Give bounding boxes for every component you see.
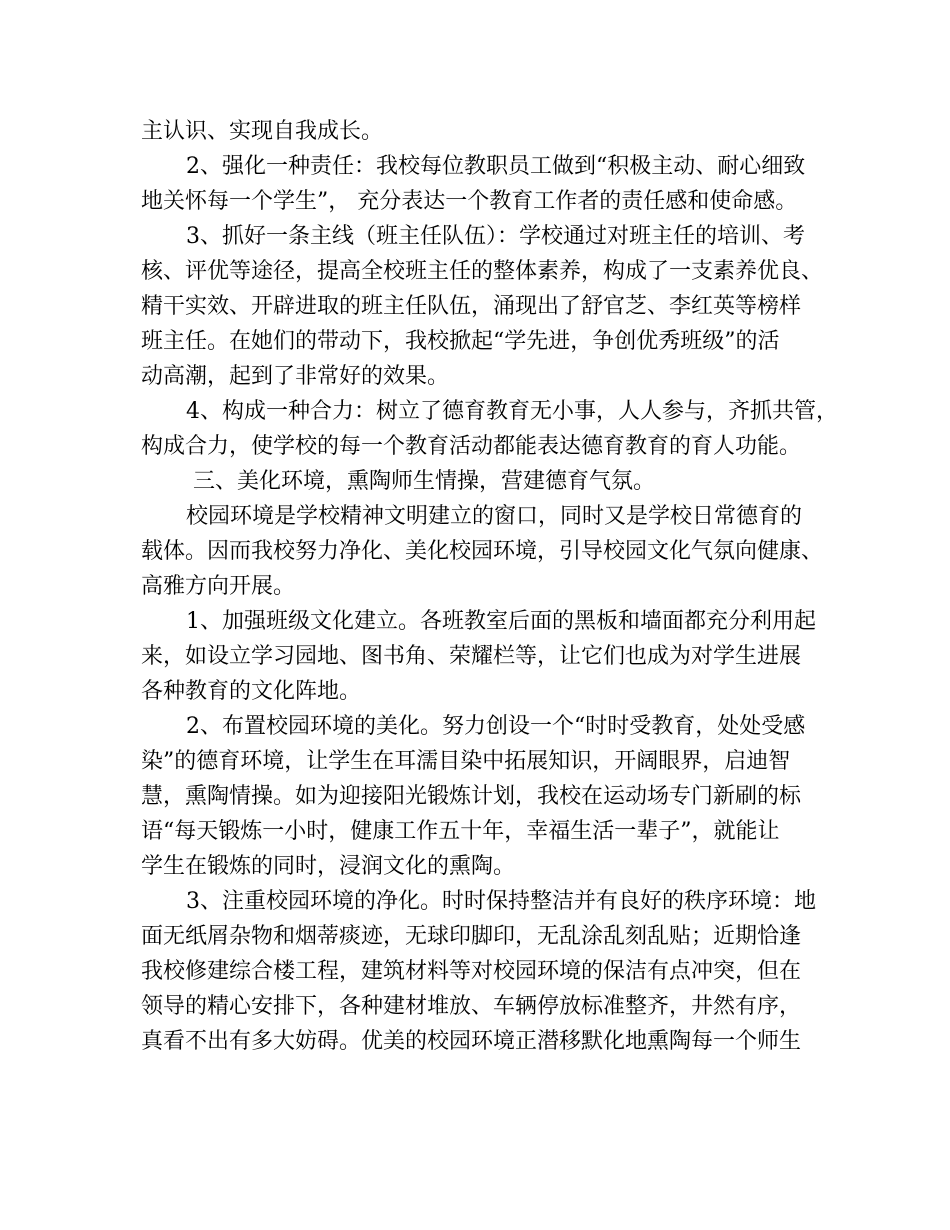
text-line: 地关怀每一个学生”， 充分表达一个教育工作者的责任感和使命感。 [141, 189, 798, 214]
section-heading: 三、美化环境，熏陶师生情操，营建德育气氛。 [193, 469, 656, 494]
text-line: 慧，熏陶情操。如为迎接阳光锻炼计划，我校在运动场专门新刷的标 [141, 784, 802, 809]
text-line: 各种教育的文化阵地。 [141, 679, 362, 704]
text-line: 2、强化一种责任：我校每位教职员工做到“积极主动、耐心细致 [186, 154, 806, 179]
text-line: 领导的精心安排下，各种建材堆放、车辆停放标准整齐，井然有序， [141, 994, 802, 1019]
text-line: 构成合力，使学校的每一个教育活动都能表达德育教育的育人功能。 [141, 434, 802, 459]
text-line: 动高潮，起到了非常好的效果。 [141, 364, 450, 389]
text-line: 3、注重校园环境的净化。时时保持整洁并有良好的秩序环境：地 [186, 889, 816, 914]
text-line: 真看不出有多大妨碍。优美的校园环境正潜移默化地熏陶每一个师生 [141, 1029, 802, 1054]
text-line: 语“每天锻炼一小时，健康工作五十年，幸福生活一辈子”，就能让 [141, 819, 780, 844]
text-line: 染”的德育环境，让学生在耳濡目染中拓展知识，开阔眼界，启迪智 [141, 749, 791, 774]
text-line: 面无纸屑杂物和烟蒂痰迹，无球印脚印，无乱涂乱刻乱贴；近期恰逢 [141, 924, 802, 949]
text-line: 我校修建综合楼工程，建筑材料等对校园环境的保洁有点冲突，但在 [141, 959, 802, 984]
text-line: 主认识、实现自我成长。 [141, 119, 384, 144]
text-line: 4、构成一种合力：树立了德育教育无小事，人人参与，齐抓共管， [186, 399, 838, 424]
text-line: 3、抓好一条主线（班主任队伍）：学校通过对班主任的培训、考 [186, 224, 805, 249]
text-line: 班主任。在她们的带动下，我校掀起“学先进，争创优秀班级”的活 [141, 329, 780, 354]
text-line: 2、布置校园环境的美化。努力创设一个“时时受教育，处处受感 [186, 714, 806, 739]
text-line: 载体。因而我校努力净化、美化校园环境，引导校园文化气氛向健康、 [141, 539, 824, 564]
text-line: 高雅方向开展。 [141, 574, 296, 599]
text-line: 核、评优等途径，提高全校班主任的整体素养，构成了一支素养优良、 [141, 259, 824, 284]
text-line: 精干实效、开辟进取的班主任队伍，涌现出了舒官芝、李红英等榜样 [141, 294, 802, 319]
text-line: 1、加强班级文化建立。各班教室后面的黑板和墙面都充分利用起 [186, 609, 816, 634]
text-line: 学生在锻炼的同时，浸润文化的熏陶。 [141, 854, 516, 879]
text-line: 校园环境是学校精神文明建立的窗口，同时又是学校日常德育的 [186, 504, 803, 529]
text-line: 来，如设立学习园地、图书角、荣耀栏等，让它们也成为对学生进展 [141, 644, 802, 669]
